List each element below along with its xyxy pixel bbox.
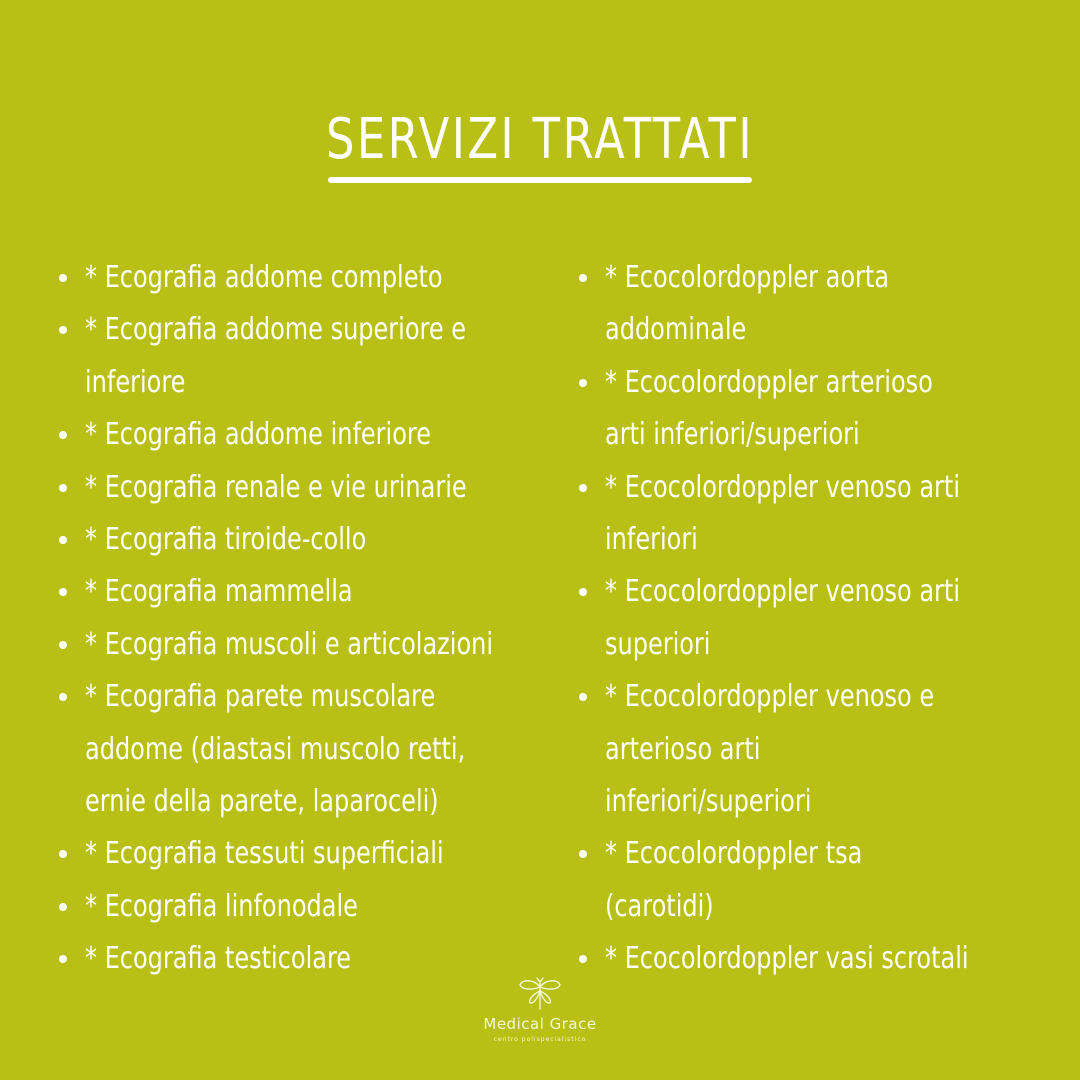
bullet-dot-icon: [579, 379, 587, 387]
list-item: [578, 828, 1048, 933]
list-item-text: inferiori: [605, 522, 698, 558]
list-item: [58, 514, 540, 566]
list-item-text: * Ecocolordoppler arterioso: [605, 364, 933, 400]
list-item: [58, 462, 540, 514]
list-item-text: * Ecografia mammella: [85, 574, 353, 610]
list-item: [578, 462, 1048, 567]
bullet-dot-icon: [59, 326, 67, 334]
list-item-text: * Ecocolordoppler vasi scrotali: [605, 941, 969, 977]
page-title: SERVIZI TRATTATI: [326, 107, 754, 172]
list-item-text: arti inferiori/superiori: [605, 417, 860, 453]
title-underline: [328, 177, 752, 183]
list-item-text: superiori: [605, 626, 711, 662]
list-item-text: inferiore: [85, 364, 186, 400]
list-item-text: * Ecografia renale e vie urinarie: [85, 469, 467, 505]
bullet-dot-icon: [59, 536, 67, 544]
list-item: [58, 252, 540, 304]
list-item-text: * Ecocolordoppler venoso arti: [605, 574, 960, 610]
bullet-dot-icon: [59, 484, 67, 492]
list-item-text: * Ecografia parete muscolare: [85, 679, 436, 715]
list-item-text: addominale: [605, 312, 747, 348]
bullet-dot-icon: [59, 955, 67, 963]
brand-logo: [440, 975, 640, 1044]
bullet-dot-icon: [59, 431, 67, 439]
list-item-text: * Ecocolordoppler venoso e: [605, 679, 935, 715]
bullet-dot-icon: [59, 693, 67, 701]
list-item: [578, 566, 1048, 671]
list-item: [58, 619, 540, 671]
list-item-text: * Ecocolordoppler venoso arti: [605, 469, 960, 505]
list-item-text: * Ecocolordoppler tsa: [605, 836, 863, 872]
list-item: [578, 933, 1048, 985]
bullet-dot-icon: [579, 955, 587, 963]
list-item-text: arterioso arti: [605, 731, 761, 767]
bullet-dot-icon: [579, 693, 587, 701]
list-item: [58, 881, 540, 933]
list-item: [58, 828, 540, 880]
list-item-text: * Ecografia muscoli e articolazioni: [85, 626, 493, 662]
list-item-text: * Ecografia addome superiore e: [85, 312, 466, 348]
list-item: [58, 304, 540, 409]
bullet-dot-icon: [59, 588, 67, 596]
list-item-text: * Ecografia tiroide-collo: [85, 522, 367, 558]
brand-subtitle: centro polispecialistico: [493, 1036, 587, 1043]
list-item-text: * Ecografia tessuti superficiali: [85, 836, 444, 872]
list-item-text: * Ecografia testicolare: [85, 941, 352, 977]
list-item-text: * Ecografia linfonodale: [85, 888, 358, 924]
bullet-dot-icon: [579, 484, 587, 492]
list-item-text: ernie della parete, laparoceli): [85, 784, 439, 820]
list-item: [58, 671, 540, 828]
bullet-dot-icon: [59, 850, 67, 858]
dragonfly-icon: [516, 975, 564, 1011]
list-item: [578, 357, 1048, 462]
list-item-text: addome (diastasi muscolo retti,: [85, 731, 466, 767]
list-item-text: * Ecografia addome inferiore: [85, 417, 431, 453]
bullet-dot-icon: [579, 274, 587, 282]
bullet-dot-icon: [59, 903, 67, 911]
list-item: [578, 671, 1048, 828]
services-list-left: [58, 252, 540, 986]
bullet-dot-icon: [59, 274, 67, 282]
list-item: [578, 252, 1048, 357]
list-item-text: * Ecocolordoppler aorta: [605, 260, 890, 295]
list-item: [58, 566, 540, 618]
bullet-dot-icon: [59, 641, 67, 649]
list-item-text: * Ecografia addome completo: [85, 260, 443, 295]
list-item-text: (carotidi): [605, 888, 714, 924]
list-item-text: inferiori/superiori: [605, 784, 812, 820]
brand-name: Medical Grace: [483, 1015, 597, 1033]
list-item: [58, 409, 540, 461]
bullet-dot-icon: [579, 850, 587, 858]
bullet-dot-icon: [579, 588, 587, 596]
services-list-right: [578, 252, 1048, 986]
